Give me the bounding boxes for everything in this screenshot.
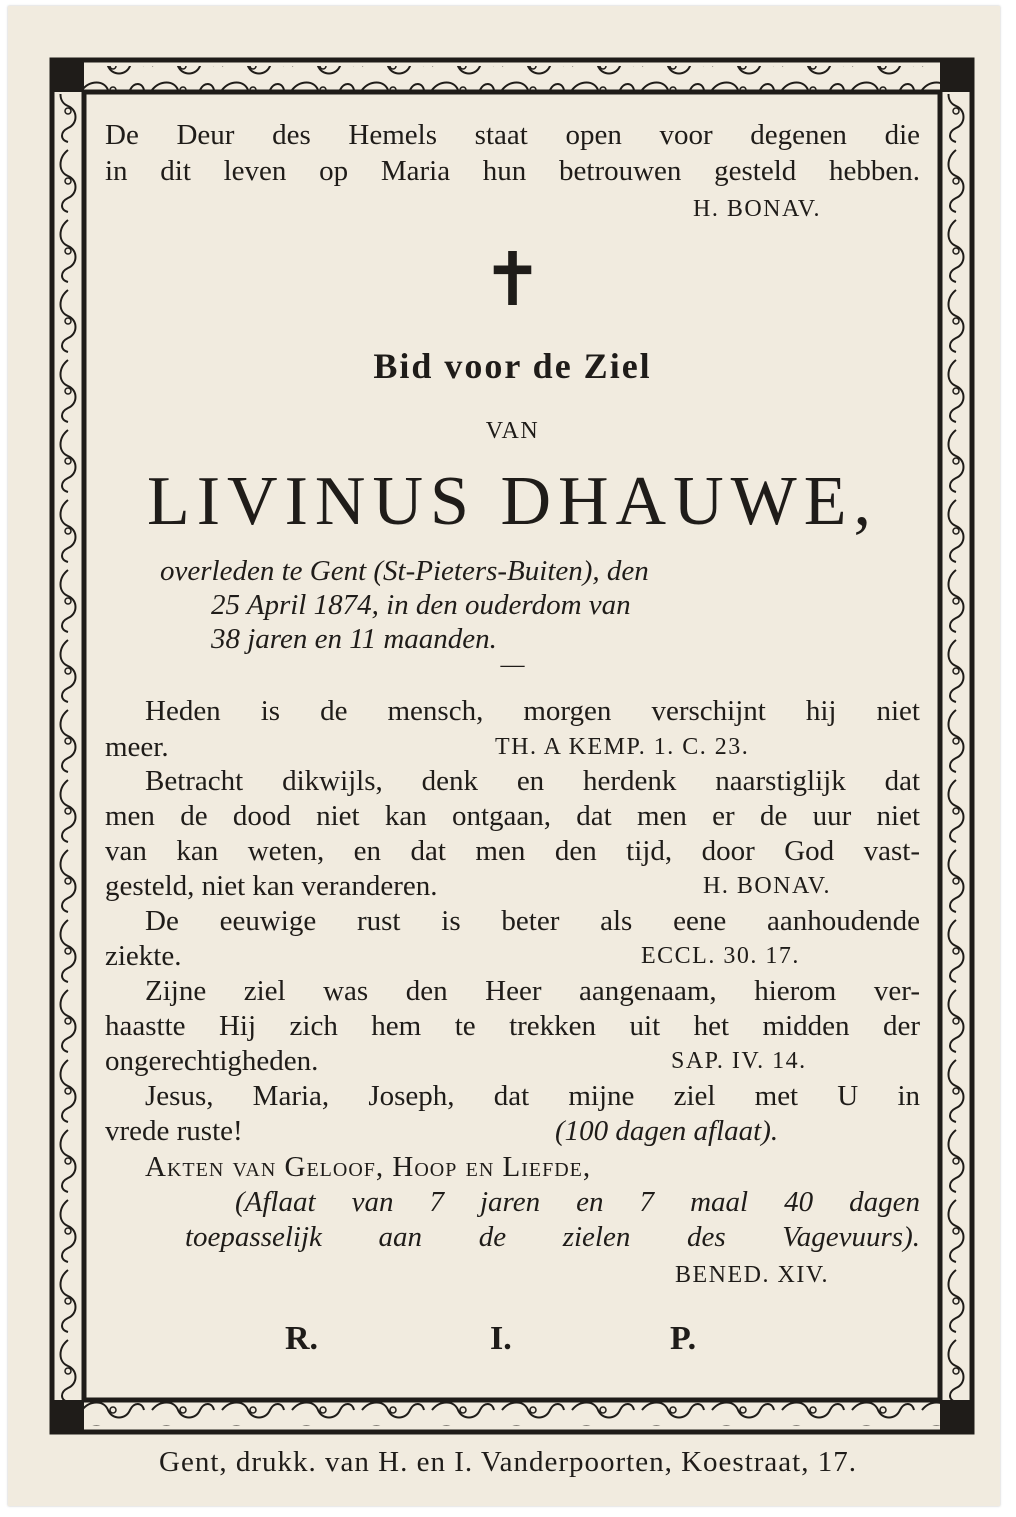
rip-i: I. [490,1320,512,1357]
verse1-line1: Heden is de mensch, morgen verschijnt hij niet [145,695,920,727]
quote-line-1: De Deur des Hemels staat open voor degenen die [105,119,920,151]
verse2-line3: van kan weten, en dat men den tijd, door God vast- [105,835,920,867]
verse4-source: SAP. IV. 14. [671,1048,807,1074]
printer-footer: Gent, drukk. van H. en I. Vanderpoorten, Koestraat, 17. [159,1446,857,1478]
verse2-line4: gesteld, niet kan veranderen. [105,870,438,902]
quote-source: H. BONAV. [693,196,821,222]
rip-r: R. [285,1320,319,1357]
death-line-1: overleden te Gent (St-Pieters-Buiten), den [160,555,649,587]
cross-icon: ✝ [481,240,544,322]
verse1-line2: meer. [105,731,169,763]
van-label: VAN [485,418,540,444]
verse4-line3: ongerechtigheden. [105,1045,319,1077]
verse5-line2: vrede ruste! [105,1115,243,1147]
verse2-source: H. BONAV. [703,873,831,899]
verse5-line1: Jesus, Maria, Joseph, dat mijne ziel met U in [145,1080,920,1112]
verse3-source: ECCL. 30. 17. [641,943,800,969]
verse2-line1: Betracht dikwijls, denk en herdenk naarstiglijk dat [145,765,920,797]
acts-heading: Akten van Geloof, Hoop en Liefde, [145,1151,592,1183]
rip-p: P. [670,1320,697,1357]
verse1-source: TH. A KEMP. 1. C. 23. [495,734,750,760]
verse4-line2: haastte Hij zich hem te trekken uit het midden der [105,1010,920,1042]
death-line-3: 38 jaren en 11 maanden. [211,623,497,655]
verse3-line2: ziekte. [105,940,182,972]
acts-line-1: (Aflaat van 7 jaren en 7 maal 40 dagen [235,1186,920,1218]
deceased-name: LIVINUS DHAUWE, [146,463,878,540]
acts-line-2: toepasselijk aan de zielen des Vagevuurs). [185,1221,920,1253]
acts-source: BENED. XIV. [675,1262,830,1288]
verse3-line1: De eeuwige rust is beter als eene aanhoudende [145,905,920,937]
death-line-2: 25 April 1874, in den ouderdom van [211,589,631,621]
title: Bid voor de Ziel [373,346,652,386]
quote-line-2: in dit leven op Maria hun betrouwen gesteld hebben. [105,155,920,187]
verse2-line2: men de dood niet kan ontgaan, dat men er de uur niet [105,800,920,832]
verse5-indulgence: (100 dagen aflaat). [555,1115,779,1147]
verse4-line1: Zijne ziel was den Heer aangenaam, hierom ver- [145,975,920,1007]
separator-dash: — [500,652,525,678]
